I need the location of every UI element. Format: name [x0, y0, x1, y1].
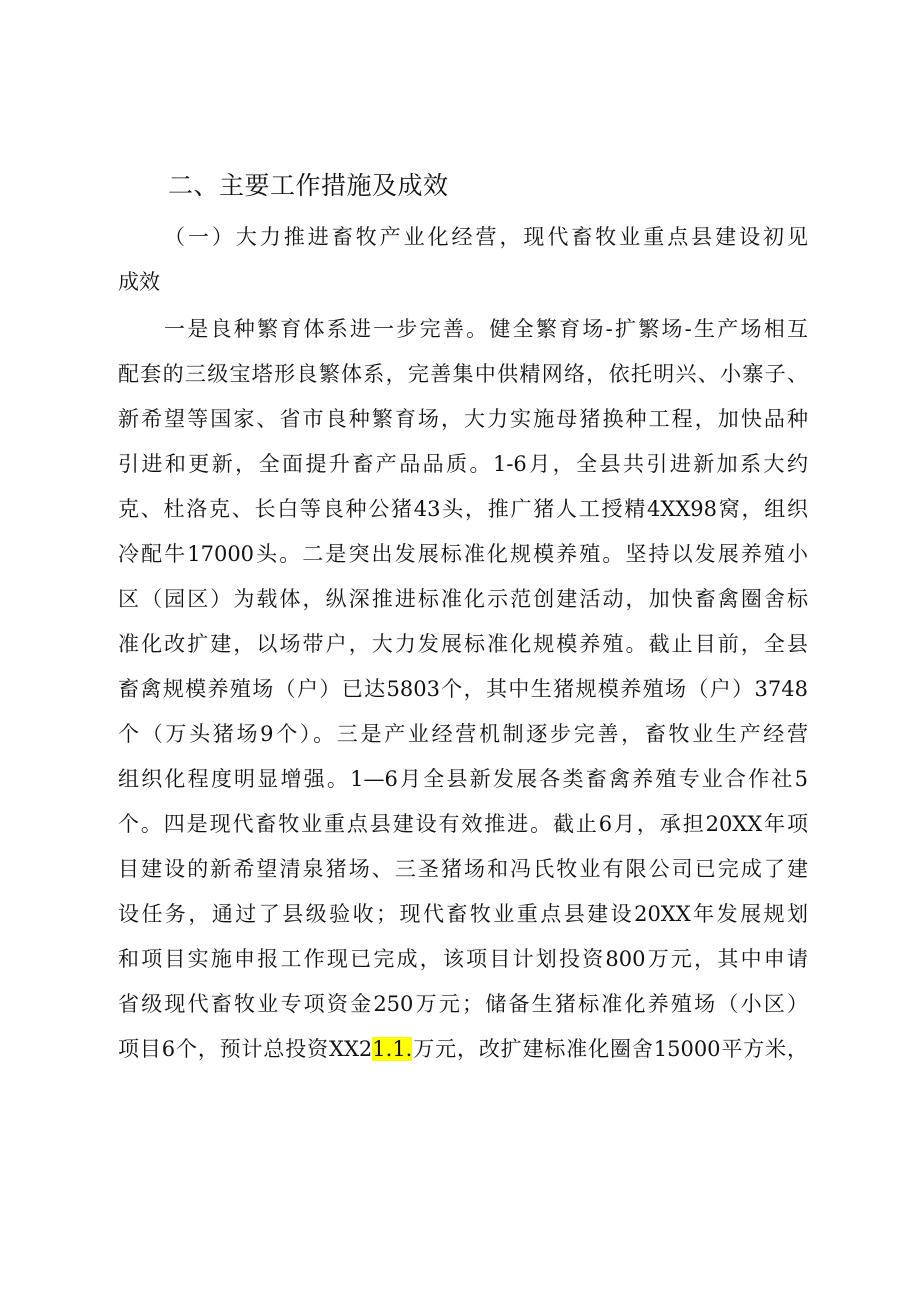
section-heading: 二、主要工作措施及成效: [168, 171, 449, 200]
body-line: 引进和更新，全面提升畜产品品质。1-6月，全县共引进新加系大约: [118, 452, 808, 476]
last-line-text-before: 项目6个，预计总投资XX2: [118, 1037, 373, 1061]
subsection-heading-line: （一）大力推进畜牧产业化经营，现代畜牧业重点县建设初见: [164, 225, 808, 249]
body-line-last: [118, 1027, 808, 1072]
subsection-heading-line: 成效: [118, 270, 160, 294]
body-line: 冷配牛17000头。二是突出发展标准化规模养殖。坚持以发展养殖小: [118, 542, 808, 566]
highlighted-text: 1.1.: [372, 1037, 413, 1061]
body-line: 目建设的新希望清泉猪场、三圣猪场和冯氏牧业有限公司已完成了建: [118, 857, 808, 881]
body-line: 克、杜洛克、长白等良种公猪43头，推广猪人工授精4XX98窝，组织: [118, 497, 808, 521]
body-paragraph: [118, 307, 808, 1072]
body-line: 和项目实施申报工作现已完成，该项目计划投资800万元，其中申请: [118, 947, 808, 971]
body-line: 准化改扩建，以场带户，大力发展标准化规模养殖。截止目前，全县: [118, 632, 808, 656]
body-line: 设任务，通过了县级验收；现代畜牧业重点县建设20XX年发展规划: [118, 902, 808, 926]
subsection-heading: [118, 215, 808, 305]
body-line: 区（园区）为载体，纵深推进标准化示范创建活动，加快畜禽圈舍标: [118, 587, 808, 611]
body-line: 配套的三级宝塔形良繁体系，完善集中供精网络，依托明兴、小寨子、: [118, 362, 808, 386]
body-line: 新希望等国家、省市良种繁育场，大力实施母猪换种工程，加快品种: [118, 407, 808, 431]
body-line: 个。四是现代畜牧业重点县建设有效推进。截止6月，承担20XX年项: [118, 812, 808, 836]
body-line: 组织化程度明显增强。1—6月全县新发展各类畜禽养殖专业合作社5: [118, 767, 808, 791]
last-line-text-after: 万元，改扩建标准化圈舍15000平方米，: [412, 1037, 808, 1061]
body-line: 一是良种繁育体系进一步完善。健全繁育场-扩繁场-生产场相互: [164, 317, 808, 341]
body-line: 省级现代畜牧业专项资金250万元；储备生猪标准化养殖场（小区）: [118, 992, 808, 1016]
body-line: 个（万头猪场9个）。三是产业经营机制逐步完善，畜牧业生产经营: [118, 722, 808, 746]
body-line: 畜禽规模养殖场（户）已达5803个，其中生猪规模养殖场（户）3748: [118, 677, 808, 701]
